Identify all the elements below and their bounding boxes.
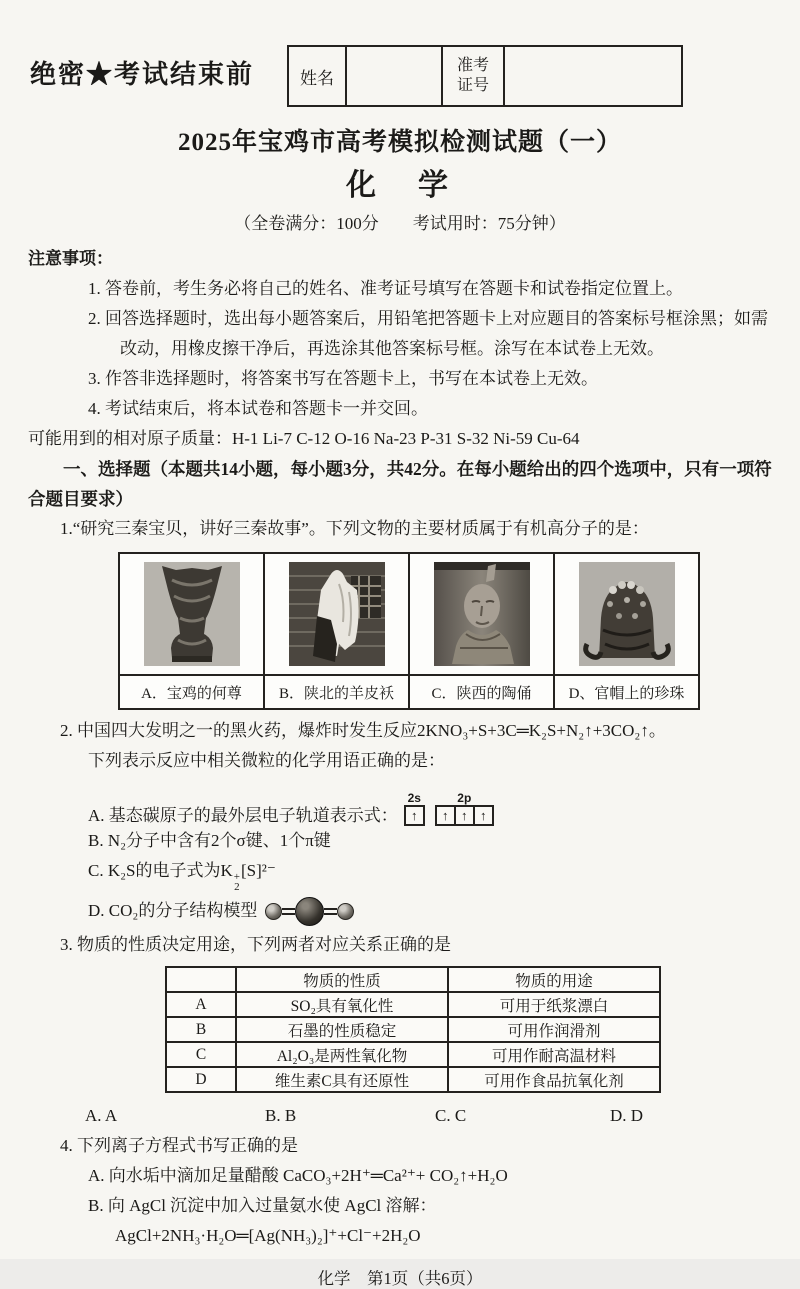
photo-terracotta-figure (409, 553, 554, 675)
orbital-box-2p3: ↑ (473, 805, 494, 826)
q3-row-b-use: 可用作润滑剂 (448, 1017, 660, 1042)
note-item-4: 4. 考试结束后，将本试卷和答题卡一并交回。 (88, 399, 428, 418)
paper-title: 2025年宝鸡市高考模拟检测试题（一） (177, 129, 622, 156)
q2-option-d-text: D. CO₂的分子结构模型 (88, 901, 258, 920)
paper-header (0, 0, 800, 112)
q2-option-c-tail: [S]²⁻ (241, 861, 276, 880)
q3-row-c-use: 可用作耐高温材料 (448, 1042, 660, 1067)
q3-header-use: 物质的用途 (448, 967, 660, 992)
q2-option-c (28, 856, 772, 892)
notes-section (28, 244, 772, 424)
photo-pearl-hat (554, 553, 699, 675)
oxygen-ball-icon (337, 903, 354, 920)
double-bond-icon (282, 908, 295, 915)
q3-row-d-label: D (166, 1067, 236, 1092)
q3-row-a-label: A (166, 992, 236, 1017)
name-label: 姓名 (300, 68, 334, 88)
carbon-ball-icon (295, 897, 324, 926)
q1-caption-b: B．陕北的羊皮袄 (264, 675, 409, 709)
q3-header-blank (166, 967, 236, 992)
table-row (166, 1017, 660, 1042)
secrecy-label: 绝密★考试结束前 (30, 60, 255, 89)
q3-answer-c: C. C (435, 1106, 467, 1125)
q2-option-a (28, 776, 772, 826)
orbital-2s-group (404, 791, 425, 826)
orbital-2p-label: 2p (457, 791, 472, 805)
q2-option-b: B. N₂分子中含有2个σ键、1个π键 (88, 831, 331, 850)
exam-number-label: 准考 证号 (441, 47, 503, 105)
table-row (166, 1042, 660, 1067)
co2-ball-stick-model (265, 897, 354, 926)
candidate-info-table (287, 45, 683, 107)
q3-answer-b: B. B (265, 1106, 297, 1125)
q3-row-a-property: SO₂具有氧化性 (236, 992, 448, 1017)
q3-property-use-table (165, 966, 661, 1093)
q2-stem-line2: 下列表示反应中相关微粒的化学用语正确的是： (88, 751, 445, 770)
name-blank-cell (345, 47, 441, 105)
double-bond-icon (324, 908, 337, 915)
q3-answer-d: D. D (610, 1106, 644, 1125)
q3-row-d-use: 可用作食品抗氧化剂 (448, 1067, 660, 1092)
q3-row-d-property: 维生素C具有还原性 (236, 1067, 448, 1092)
k2-charge-stack: + 2 (233, 871, 240, 893)
q1-artifact-table (118, 552, 700, 710)
q3-answer-options (28, 1101, 772, 1131)
q2-option-d (28, 892, 772, 930)
note-item-3: 3. 作答非选择题时，将答案书写在答题卡上，书写在本试卷上无效。 (88, 369, 598, 388)
orbital-2p-group (435, 791, 494, 826)
table-row (166, 1067, 660, 1092)
page-footer: 化学 第1页（共6页） (317, 1269, 483, 1288)
q3-row-a-use: 可用于纸浆漂白 (448, 992, 660, 1017)
q1-caption-d: D、官帽上的珍珠 (554, 675, 699, 709)
q1-image-row (119, 553, 699, 675)
notes-heading: 注意事项： (28, 249, 113, 268)
score-duration-line: （全卷满分：100分 考试用时：75分钟） (234, 214, 566, 233)
q3-row-b-label: B (166, 1017, 236, 1042)
q3-header-row (166, 967, 660, 992)
q3-header-property: 物质的性质 (236, 967, 448, 992)
q3-stem: 3. 物质的性质决定用途，下列两者对应关系正确的是 (60, 935, 451, 954)
q4-option-b: B. 向 AgCl 沉淀中加入过量氨水使 AgCl 溶解： (88, 1196, 437, 1215)
q3-answer-a: A. A (85, 1106, 118, 1125)
q3-row-c-property: Al₂O₃是两性氧化物 (236, 1042, 448, 1067)
note-item-2: 2. 回答选择题时，选出每小题答案后，用铅笔把答题卡上对应题目的答案标号框涂黑；如需改动，用橡皮擦干净后，再选涂其他答案标号框。涂写在本试卷上无效。 (88, 309, 768, 358)
q4-stem: 4. 下列离子方程式书写正确的是 (60, 1136, 298, 1155)
q1-stem: 1.“研究三秦宝贝，讲好三秦故事”。下列文物的主要材质属于有机高分子的是： (60, 519, 649, 538)
q3-row-c-label: C (166, 1042, 236, 1067)
orbital-box-2p2: ↑ (454, 805, 475, 826)
atomic-mass-line: 可能用到的相对原子质量：H-1 Li-7 C-12 O-16 Na-23 P-31 S-32 Ni-59 Cu-64 (28, 429, 580, 448)
photo-he-zun (119, 553, 264, 675)
q2-option-c-text: C. K₂S的电子式为K (88, 861, 233, 880)
subject-title: 化 学 (346, 169, 454, 202)
q3-row-b-property: 石墨的性质稳定 (236, 1017, 448, 1042)
q4-option-b-equation: AgCl+2NH₃·H₂O═[Ag(NH₃)₂]⁺+Cl⁻+2H₂O (115, 1226, 421, 1245)
photo-sheepskin-coat (264, 553, 409, 675)
oxygen-ball-icon (265, 903, 282, 920)
orbital-2s-label: 2s (407, 791, 421, 805)
q2-option-a-text: A. 基态碳原子的最外层电子轨道表示式： (88, 806, 398, 825)
q1-caption-c: C．陕西的陶俑 (409, 675, 554, 709)
table-row (166, 992, 660, 1017)
orbital-diagram (404, 791, 504, 826)
q1-caption-a: A．宝鸡的何尊 (119, 675, 264, 709)
note-item-1: 1. 答卷前，考生务必将自己的姓名、准考证号填写在答题卡和试卷指定位置上。 (88, 279, 683, 298)
q1-caption-row (119, 675, 699, 709)
exam-number-blank-cell (503, 47, 681, 105)
orbital-box-2s: ↑ (404, 805, 425, 826)
q4-option-a: A. 向水垢中滴加足量醋酸 CaCO₃+2H⁺═Ca²⁺+ CO₂↑+H₂O (88, 1166, 508, 1185)
q2-stem: 2. 中国四大发明之一的黑火药，爆炸时发生反应2KNO₃+S+3C═K₂S+N₂↑+3CO₂↑。 (60, 721, 666, 740)
section1-heading: 一、选择题（本题共14小题，每小题3分，共42分。在每小题给出的四个选项中，只有一项符合题目要求） (28, 459, 772, 509)
orbital-box-2p1: ↑ (435, 805, 456, 826)
